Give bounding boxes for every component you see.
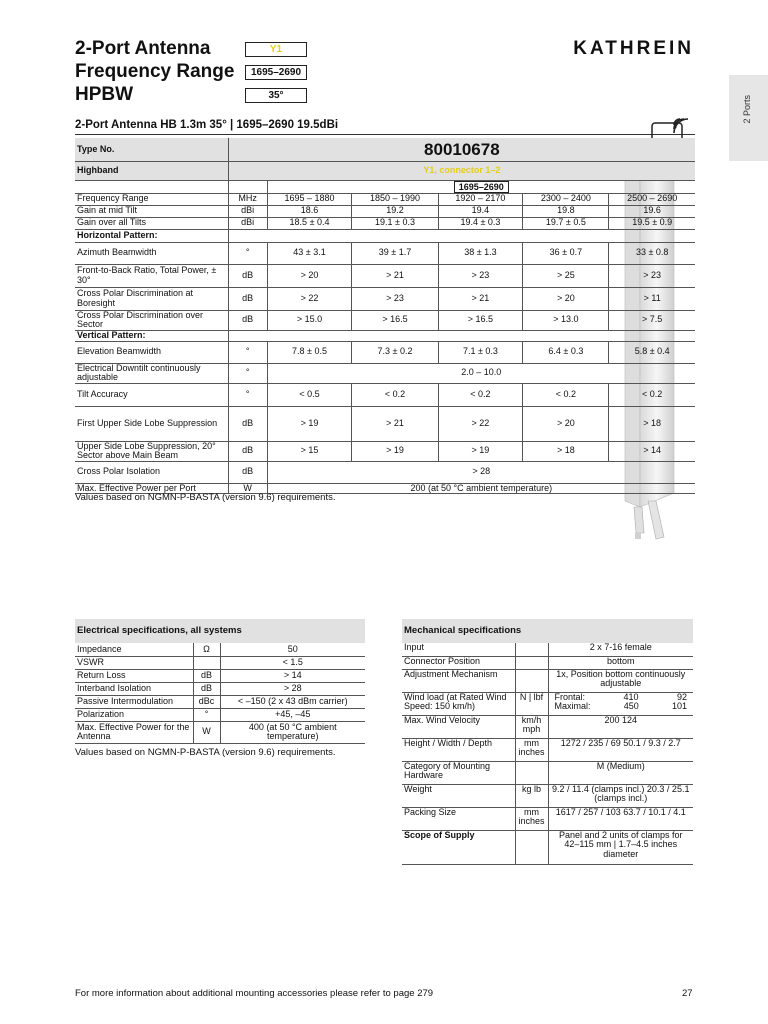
spec-span-value: 200 (at 50 °C ambient temperature): [267, 483, 695, 494]
spec-label: Frequency Range: [75, 193, 228, 205]
mechanical-label: Packing Size: [402, 807, 515, 830]
spec-value: > 20: [523, 287, 609, 310]
header-title-line1: 2-Port Antenna: [75, 38, 211, 59]
mechanical-label: Adjustment Mechanism: [402, 669, 515, 692]
electrical-value: < 1.5: [220, 656, 365, 669]
spec-value: < 0.5: [267, 383, 352, 406]
mechanical-label: Connector Position: [402, 656, 515, 669]
main-spec-table: [75, 138, 695, 494]
spec-value: > 20: [523, 406, 609, 441]
mechanical-row: [402, 669, 693, 692]
mechanical-row: [402, 738, 693, 761]
spec-value: 1850 – 1990: [352, 193, 438, 205]
mechanical-label: Weight: [402, 784, 515, 807]
electrical-value: +45, –45: [220, 708, 365, 721]
spec-value: 39 ± 1.7: [352, 242, 438, 264]
mechanical-unit: [515, 656, 548, 669]
mechanical-row: [402, 807, 693, 830]
mechanical-unit: km/h mph: [515, 715, 548, 738]
spec-row: [75, 441, 695, 461]
electrical-row: [75, 695, 365, 708]
spec-value: > 21: [438, 287, 523, 310]
spec-label: Gain over all Tilts: [75, 217, 228, 229]
mechanical-row: [402, 784, 693, 807]
kathrein-logo: KATHREIN: [573, 38, 694, 59]
spec-unit: W: [228, 483, 267, 494]
spec-value: 19.6: [609, 205, 695, 217]
range-box: 1695–2690: [454, 181, 509, 193]
electrical-title-row: [75, 619, 365, 643]
spec-unit: °: [228, 363, 267, 383]
mechanical-unit: [515, 643, 548, 656]
spec-value: > 16.5: [352, 310, 438, 330]
spec-value: > 11: [609, 287, 695, 310]
spec-value: 19.2: [352, 205, 438, 217]
range-box-spacer: [228, 180, 267, 193]
electrical-label: VSWR: [75, 656, 193, 669]
electrical-label: Max. Effective Power for the Antenna: [75, 721, 193, 743]
page-number: 27: [682, 988, 693, 999]
mechanical-label: Scope of Supply: [402, 830, 515, 864]
spec-value: < 0.2: [438, 383, 523, 406]
header-box-frequency: 1695–2690: [245, 65, 307, 80]
wind-load-cell: [548, 692, 693, 715]
spec-span-value: > 28: [267, 461, 695, 483]
spec-label: Cross Polar Isolation: [75, 461, 228, 483]
wind-maximal-n: 450: [623, 701, 639, 711]
electrical-label: Interband Isolation: [75, 682, 193, 695]
electrical-unit: [193, 656, 220, 669]
mechanical-unit: mm inches: [515, 738, 548, 761]
wind-frontal-lbf: 92: [676, 691, 687, 702]
electrical-row: [75, 682, 365, 695]
header-box-connector: Y1: [245, 42, 307, 57]
electrical-row: [75, 656, 365, 669]
spec-value: < 0.2: [523, 383, 609, 406]
spec-value: 5.8 ± 0.4: [609, 341, 695, 363]
range-box-spacer: [75, 180, 228, 193]
mechanical-label: Category of Mounting Hardware: [402, 761, 515, 784]
mechanical-row: [402, 761, 693, 784]
mechanical-unit: [515, 830, 548, 864]
spec-value: 19.5 ± 0.9: [609, 217, 695, 229]
spec-value: > 19: [352, 441, 438, 461]
product-subtitle: 2-Port Antenna HB 1.3m 35° | 1695–2690 19.5dBi: [75, 119, 339, 131]
spec-value: 19.4 ± 0.3: [438, 217, 523, 229]
spec-value: 19.7 ± 0.5: [523, 217, 609, 229]
spec-value: > 18: [523, 441, 609, 461]
electrical-label: Polarization: [75, 708, 193, 721]
spec-row: [75, 287, 695, 310]
spec-value: 2300 – 2400: [523, 193, 609, 205]
mechanical-value: 200 124: [548, 715, 693, 738]
spec-row: [75, 193, 695, 205]
connector-label: Y1, connector 1–2: [228, 161, 695, 180]
spec-unit: °: [228, 242, 267, 264]
spec-span-value: 2.0 – 10.0: [267, 363, 695, 383]
spec-label: Cross Polar Discrimination at Boresight: [75, 287, 228, 310]
electrical-value: > 28: [220, 682, 365, 695]
side-tab[interactable]: [729, 75, 768, 161]
spec-label: Upper Side Lobe Suppression, 20° Sector above Main Beam: [75, 441, 228, 461]
spec-value: > 18: [609, 406, 695, 441]
electrical-unit: dB: [193, 669, 220, 682]
spec-unit: °: [228, 341, 267, 363]
mechanical-title: Mechanical specifications: [402, 619, 693, 643]
type-no-label: Type No.: [75, 138, 228, 161]
spec-value: 33 ± 0.8: [609, 242, 695, 264]
range-box-row: [75, 180, 695, 193]
spec-label: Tilt Accuracy: [75, 383, 228, 406]
electrical-unit: W: [193, 721, 220, 743]
spec-value: 7.3 ± 0.2: [352, 341, 438, 363]
spec-value: > 21: [352, 406, 438, 441]
wind-maximal-row: [551, 702, 692, 712]
mechanical-value: M (Medium): [548, 761, 693, 784]
spec-value: 6.4 ± 0.3: [523, 341, 609, 363]
spec-value: > 7.5: [609, 310, 695, 330]
highband-row: [75, 161, 695, 180]
mechanical-value: 2 x 7-16 female: [548, 643, 693, 656]
spec-value: 7.8 ± 0.5: [267, 341, 352, 363]
spec-label: Max. Effective Power per Port: [75, 483, 228, 494]
mechanical-row: [402, 830, 693, 864]
spec-value: > 15: [267, 441, 352, 461]
spec-label: Front-to-Back Ratio, Total Power, ± 30°: [75, 264, 228, 287]
mechanical-label: Input: [402, 643, 515, 656]
mechanical-value: 1617 / 257 / 103 63.7 / 10.1 / 4.1: [548, 807, 693, 830]
spec-row: [75, 383, 695, 406]
electrical-row: [75, 721, 365, 743]
section-label: Vertical Pattern:: [75, 330, 228, 341]
electrical-value: > 14: [220, 669, 365, 682]
spec-value: > 16.5: [438, 310, 523, 330]
spec-value: > 22: [267, 287, 352, 310]
spec-unit: dB: [228, 461, 267, 483]
electrical-value: 50: [220, 643, 365, 656]
spec-value: < 0.2: [352, 383, 438, 406]
mechanical-unit: [515, 669, 548, 692]
spec-value: > 13.0: [523, 310, 609, 330]
electrical-title: Electrical specifications, all systems: [75, 619, 365, 643]
spec-row: [75, 406, 695, 441]
electrical-unit: dB: [193, 682, 220, 695]
main-note: Values based on NGMN-P-BASTA (version 9.6) requirements.: [75, 492, 336, 503]
spec-row: [75, 363, 695, 383]
spec-value: 19.1 ± 0.3: [352, 217, 438, 229]
header-box-hpbw: 35°: [245, 88, 307, 103]
spec-value: 2500 – 2690: [609, 193, 695, 205]
wind-maximal-label: Maximal:: [554, 701, 591, 711]
section-spacer: [228, 330, 695, 341]
spec-row: [75, 205, 695, 217]
mechanical-unit: mm inches: [515, 807, 548, 830]
electrical-label: Impedance: [75, 643, 193, 656]
electrical-value: < –150 (2 x 43 dBm carrier): [220, 695, 365, 708]
side-tab-label: 2 Ports: [742, 95, 752, 124]
spec-label: Gain at mid Tilt: [75, 205, 228, 217]
spec-unit: dBi: [228, 217, 267, 229]
spec-value: 18.6: [267, 205, 352, 217]
mechanical-value: bottom: [548, 656, 693, 669]
mechanical-label: Height / Width / Depth: [402, 738, 515, 761]
spec-value: > 23: [352, 287, 438, 310]
spec-unit: dB: [228, 264, 267, 287]
electrical-value: 400 (at 50 °C ambient temperature): [220, 721, 365, 743]
mechanical-unit: [515, 761, 548, 784]
spec-value: 36 ± 0.7: [523, 242, 609, 264]
spec-value: > 22: [438, 406, 523, 441]
spec-label: First Upper Side Lobe Suppression: [75, 406, 228, 441]
electrical-label: Passive Intermodulation: [75, 695, 193, 708]
header-title-line2: Frequency Range: [75, 61, 235, 82]
electrical-row: [75, 708, 365, 721]
spec-value: > 15.0: [267, 310, 352, 330]
spec-value: > 14: [609, 441, 695, 461]
spec-value: > 20: [267, 264, 352, 287]
spec-row: [75, 341, 695, 363]
spec-unit: dBi: [228, 205, 267, 217]
spec-label: Elevation Beamwidth: [75, 341, 228, 363]
spec-value: 1695 – 1880: [267, 193, 352, 205]
footer-note: For more information about additional mounting accessories please refer to page 279: [75, 988, 434, 999]
spec-unit: dB: [228, 287, 267, 310]
mechanical-row: [402, 715, 693, 738]
spec-unit: dB: [228, 406, 267, 441]
spec-row: [75, 264, 695, 287]
mechanical-row: [402, 656, 693, 669]
mechanical-unit: kg lb: [515, 784, 548, 807]
spec-value: > 19: [438, 441, 523, 461]
spec-value: 43 ± 3.1: [267, 242, 352, 264]
highband-label: Highband: [75, 161, 228, 180]
mechanical-label: Wind load (at Rated Wind Speed: 150 km/h): [402, 692, 515, 715]
spec-value: > 21: [352, 264, 438, 287]
spec-label: Cross Polar Discrimination over Sector: [75, 310, 228, 330]
electrical-note: Values based on NGMN-P-BASTA (version 9.6) requirements.: [75, 747, 336, 758]
type-no-value: 80010678: [228, 138, 695, 161]
section-row: [75, 330, 695, 341]
spec-value: < 0.2: [609, 383, 695, 406]
section-label: Horizontal Pattern:: [75, 229, 228, 242]
mechanical-value: 1x, Position bottom continuously adjustable: [548, 669, 693, 692]
mechanical-row: [402, 643, 693, 656]
spec-value: 19.4: [438, 205, 523, 217]
spec-value: > 25: [523, 264, 609, 287]
mechanical-value: 9.2 / 11.4 (clamps incl.) 20.3 / 25.1 (clamps incl.): [548, 784, 693, 807]
spec-row: [75, 217, 695, 229]
spec-unit: dB: [228, 310, 267, 330]
spec-unit: °: [228, 383, 267, 406]
spec-label: Electrical Downtilt continuously adjustable: [75, 363, 228, 383]
spec-value: 1920 – 2170: [438, 193, 523, 205]
spec-unit: MHz: [228, 193, 267, 205]
electrical-unit: Ω: [193, 643, 220, 656]
range-box-cell: [267, 180, 695, 193]
wind-frontal-n: 410: [623, 691, 639, 702]
mechanical-value: 1272 / 235 / 69 50.1 / 9.3 / 2.7: [548, 738, 693, 761]
electrical-row: [75, 669, 365, 682]
spec-row: [75, 310, 695, 330]
spec-value: 18.5 ± 0.4: [267, 217, 352, 229]
subtitle-rule: [75, 134, 695, 135]
spec-row: [75, 461, 695, 483]
wind-frontal-label: Frontal:: [554, 691, 586, 702]
spec-value: 7.1 ± 0.3: [438, 341, 523, 363]
spec-value: 19.8: [523, 205, 609, 217]
type-no-row: [75, 138, 695, 161]
section-spacer: [228, 229, 695, 242]
mechanical-title-row: [402, 619, 693, 643]
mechanical-value: Panel and 2 units of clamps for 42–115 mm | 1.7–4.5 inches diameter: [548, 830, 693, 864]
electrical-row: [75, 643, 365, 656]
electrical-label: Return Loss: [75, 669, 193, 682]
mechanical-spec-table: [402, 619, 693, 865]
wind-maximal-lbf: 101: [671, 701, 687, 711]
spec-label: Azimuth Beamwidth: [75, 242, 228, 264]
section-row: [75, 229, 695, 242]
spec-row: [75, 242, 695, 264]
spec-unit: dB: [228, 441, 267, 461]
spec-value: 38 ± 1.3: [438, 242, 523, 264]
spec-value: > 23: [438, 264, 523, 287]
header-title-line3: HPBW: [75, 84, 134, 105]
mechanical-label: Max. Wind Velocity: [402, 715, 515, 738]
spec-value: > 23: [609, 264, 695, 287]
electrical-spec-table: [75, 619, 365, 744]
electrical-unit: dBc: [193, 695, 220, 708]
spec-value: > 19: [267, 406, 352, 441]
electrical-unit: °: [193, 708, 220, 721]
mechanical-row: [402, 692, 693, 715]
mechanical-unit: N | lbf: [515, 692, 548, 715]
